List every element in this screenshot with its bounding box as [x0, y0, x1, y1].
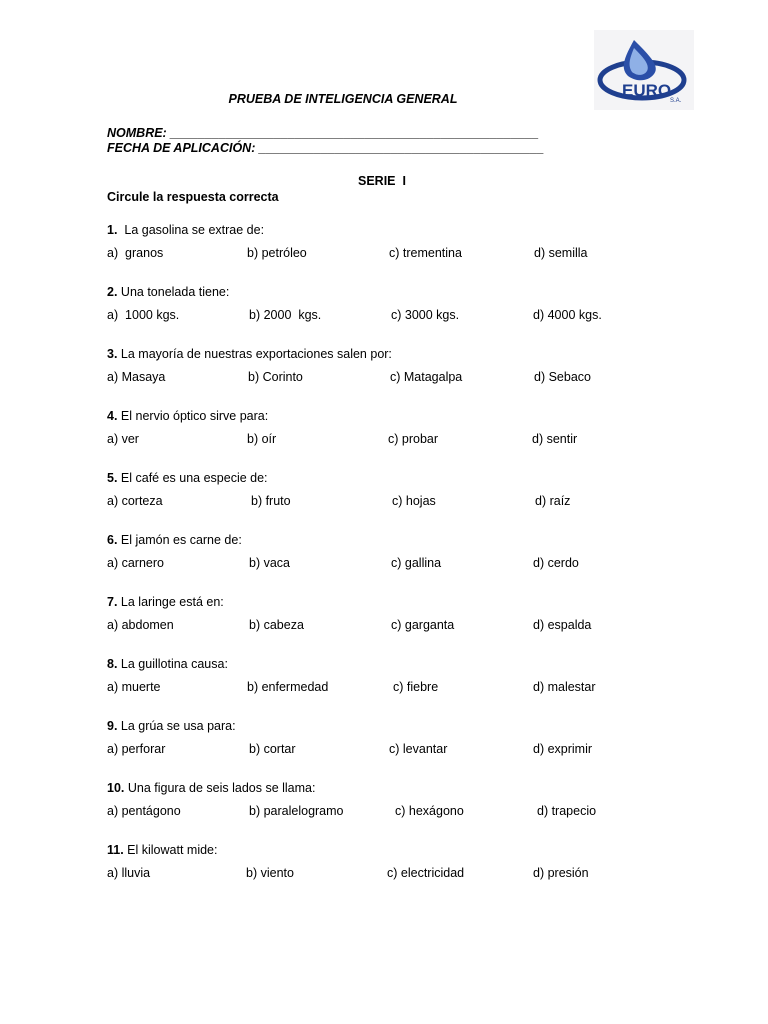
answer-option-d[interactable]: d) presión	[533, 866, 589, 880]
answer-option-c[interactable]: c) fiebre	[393, 680, 439, 694]
question-10	[107, 781, 315, 795]
answer-option-d[interactable]: d) malestar	[533, 680, 596, 694]
instruction-text: Circule la respuesta correcta	[107, 190, 279, 204]
answer-option-a[interactable]: a) Masaya	[107, 370, 166, 384]
question-number: 8.	[107, 657, 118, 671]
question-number: 2.	[107, 285, 118, 299]
question-text: El café es una especie de:	[117, 471, 268, 485]
question-9	[107, 719, 236, 733]
question-number: 5.	[107, 471, 118, 485]
answer-option-b[interactable]: b) vaca	[249, 556, 290, 570]
answer-option-c[interactable]: c) electricidad	[387, 866, 465, 880]
answer-option-a[interactable]: a) granos	[107, 246, 164, 260]
answer-option-d[interactable]: d) sentir	[532, 432, 578, 446]
answer-option-d[interactable]: d) semilla	[534, 246, 588, 260]
question-text: La mayoría de nuestras exportaciones salen por:	[117, 347, 392, 361]
question-3	[107, 347, 392, 361]
answer-option-a[interactable]: a) muerte	[107, 680, 161, 694]
question-5	[107, 471, 268, 485]
answer-option-c[interactable]: c) gallina	[391, 556, 442, 570]
answer-option-b[interactable]: b) fruto	[251, 494, 291, 508]
nombre-field	[107, 126, 539, 140]
question-number: 6.	[107, 533, 118, 547]
fecha-label: FECHA DE APLICACIÓN:	[107, 141, 256, 155]
answer-option-a[interactable]: a) perforar	[107, 742, 166, 756]
answer-option-c[interactable]: c) trementina	[389, 246, 462, 260]
question-4	[107, 409, 268, 423]
logo-text: EURO	[622, 81, 672, 100]
answer-option-d[interactable]: d) 4000 kgs.	[533, 308, 602, 322]
answer-option-a[interactable]: a) pentágono	[107, 804, 181, 818]
question-7	[107, 595, 224, 609]
answer-option-b[interactable]: b) cabeza	[249, 618, 304, 632]
answer-option-d[interactable]: d) cerdo	[533, 556, 579, 570]
answer-option-c[interactable]: c) hexágono	[395, 804, 464, 818]
answer-option-a[interactable]: a) ver	[107, 432, 139, 446]
question-number: 10.	[107, 781, 125, 795]
question-2	[107, 285, 229, 299]
logo-subtext: S.A.	[670, 98, 682, 104]
question-text: El kilowatt mide:	[123, 843, 218, 857]
question-number: 1.	[107, 223, 118, 237]
answer-option-d[interactable]: d) Sebaco	[534, 370, 591, 384]
question-number: 9.	[107, 719, 118, 733]
answer-option-b[interactable]: b) 2000 kgs.	[249, 308, 322, 322]
question-text: La laringe está en:	[117, 595, 224, 609]
question-8	[107, 657, 228, 671]
question-number: 7.	[107, 595, 118, 609]
fecha-line: _________________________________________	[258, 141, 544, 155]
answer-option-a[interactable]: a) carnero	[107, 556, 164, 570]
answer-option-b[interactable]: b) Corinto	[248, 370, 303, 384]
nombre-label: NOMBRE:	[107, 126, 167, 140]
answer-option-c[interactable]: c) hojas	[392, 494, 436, 508]
answer-option-a[interactable]: a) 1000 kgs.	[107, 308, 180, 322]
answer-option-c[interactable]: c) probar	[388, 432, 439, 446]
question-6	[107, 533, 242, 547]
question-1	[107, 223, 264, 237]
answer-option-c[interactable]: c) Matagalpa	[390, 370, 463, 384]
question-text: Una tonelada tiene:	[117, 285, 230, 299]
answer-option-b[interactable]: b) oír	[247, 432, 277, 446]
question-number: 3.	[107, 347, 118, 361]
question-number: 4.	[107, 409, 118, 423]
answer-option-c[interactable]: c) 3000 kgs.	[391, 308, 460, 322]
answer-option-d[interactable]: d) exprimir	[533, 742, 593, 756]
answer-option-a[interactable]: a) abdomen	[107, 618, 174, 632]
answer-option-b[interactable]: b) viento	[246, 866, 294, 880]
answer-option-c[interactable]: c) garganta	[391, 618, 455, 632]
answer-option-c[interactable]: c) levantar	[389, 742, 448, 756]
answer-option-a[interactable]: a) corteza	[107, 494, 163, 508]
answer-option-d[interactable]: d) espalda	[533, 618, 592, 632]
question-text: La gasolina se extrae de:	[117, 223, 265, 237]
answer-option-b[interactable]: b) petróleo	[247, 246, 307, 260]
question-text: La grúa se usa para:	[117, 719, 236, 733]
question-text: El jamón es carne de:	[117, 533, 242, 547]
answer-option-d[interactable]: d) raíz	[535, 494, 571, 508]
fecha-field	[107, 141, 544, 155]
answer-option-a[interactable]: a) lluvia	[107, 866, 151, 880]
serie-heading: SERIE I	[358, 174, 406, 188]
answer-option-b[interactable]: b) cortar	[249, 742, 296, 756]
question-text: La guillotina causa:	[117, 657, 228, 671]
answer-option-b[interactable]: b) enfermedad	[247, 680, 329, 694]
question-number: 11.	[107, 843, 124, 857]
question-text: Una figura de seis lados se llama:	[124, 781, 316, 795]
page-title: PRUEBA DE INTELIGENCIA GENERAL	[228, 92, 458, 106]
answer-option-b[interactable]: b) paralelogramo	[249, 804, 344, 818]
answer-option-d[interactable]: d) trapecio	[537, 804, 597, 818]
question-11	[107, 843, 217, 857]
question-text: El nervio óptico sirve para:	[117, 409, 269, 423]
nombre-line: _____________________________________________________	[170, 126, 539, 140]
